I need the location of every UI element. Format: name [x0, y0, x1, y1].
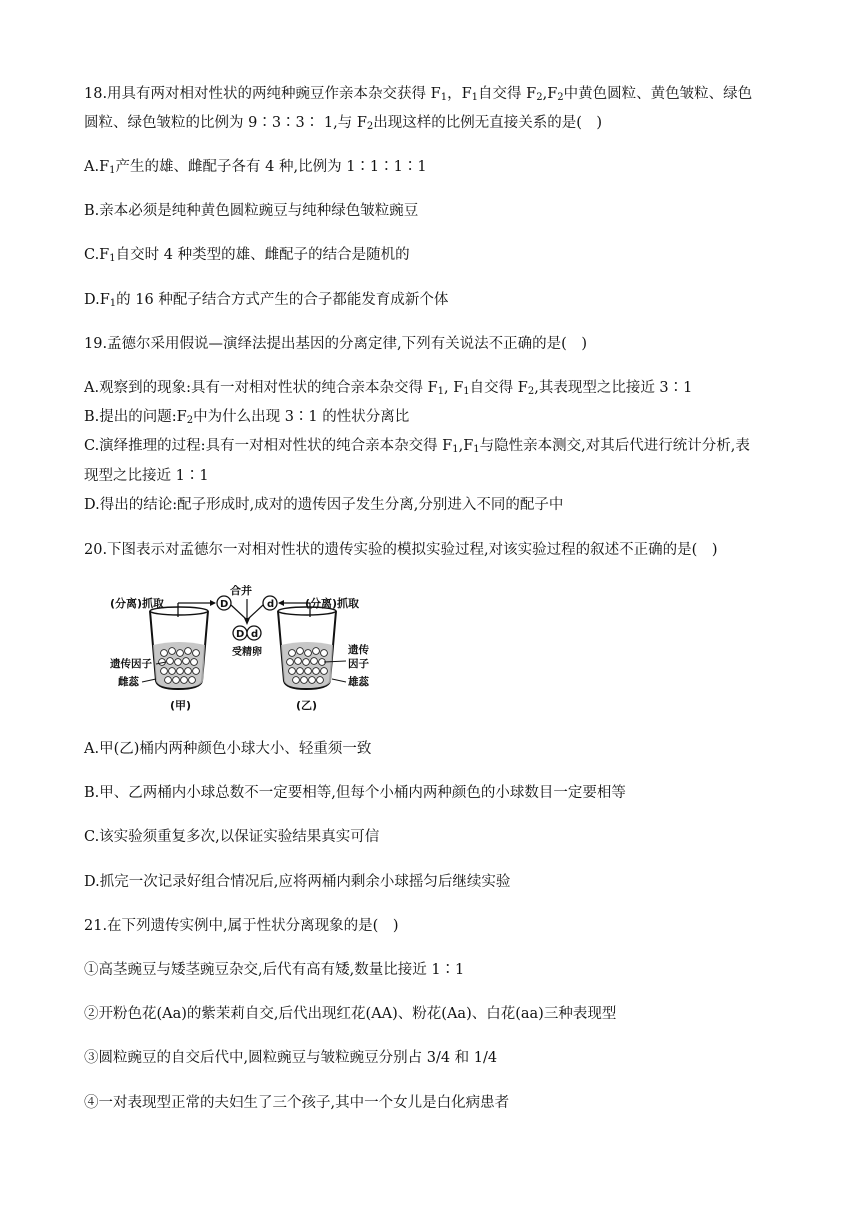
q19-option-c-line2: 现型之比接近 1∶1 — [84, 468, 209, 484]
q19-option-c-line1: C.演绎推理的过程:具有一对相对性状的纯合亲本杂交得 $F_1,F_1$与隐性亲本测交,对其后代进行统计分析,表 — [84, 438, 750, 455]
q18-option-b: B.亲本必须是纯种黄色圆粒豌豆与纯种绿色皱粒豌豆 — [84, 203, 419, 219]
q18-stem-line2: 圆粒、绿色皱粒的比例为 9∶3∶3∶ 1,与 $F_2$出现这样的比例无直接关系的是( ) — [84, 115, 603, 132]
q21-stem: 21.在下列遗传实例中,属于性状分离现象的是( ) — [84, 918, 399, 934]
label-jia: (甲) — [170, 699, 192, 712]
label-factor-right-1: 遗传 — [348, 644, 369, 656]
q19-option-a: A.观察到的现象:具有一对相对性状的纯合亲本杂交得 $F_1$, $F_1$自交得 $F_2$,其表现型之比接近 3∶1 — [84, 380, 693, 397]
label-merge: 合并 — [230, 585, 252, 597]
label-factor-right-2: 因子 — [348, 658, 369, 670]
label-female: 雌蕊 — [118, 676, 139, 688]
label-gamete-d: d — [267, 599, 275, 610]
q19-option-d: D.得出的结论:配子形成时,成对的遗传因子发生分离,分别进入不同的配子中 — [84, 497, 564, 513]
label-zygote-D: D — [236, 629, 245, 640]
q21-item-2: ②开粉色花(Aa)的紫茉莉自交,后代出现红花(AA)、粉花(Aa)、白花(aa)三种表现型 — [84, 1006, 617, 1022]
q21-item-4: ④一对表现型正常的夫妇生了三个孩子,其中一个女儿是白化病患者 — [84, 1095, 510, 1111]
label-zygote-d: d — [251, 629, 259, 640]
q21-item-3: ③圆粒豌豆的自交后代中,圆粒豌豆与皱粒豌豆分别占 3/4 和 1/4 — [84, 1050, 498, 1066]
q19-stem: 19.孟德尔采用假说—演绎法提出基因的分离定律,下列有关说法不正确的是( ) — [84, 336, 587, 352]
q18-option-a: $A.F_1$产生的雄、雌配子各有 4 种,比例为 1∶1∶1∶1 — [84, 159, 427, 176]
q18-stem-line1: 18.用具有两对相对性状的两纯种豌豆作亲本杂交获得 $F_1$，$F_1$自交得 $F_2,F_2$中黄色圆粒、黄色皱粒、绿色 — [84, 86, 753, 103]
label-right-grab: (分离)抓取 — [305, 597, 360, 610]
q20-stem: 20.下图表示对孟德尔一对相对性状的遗传实验的模拟实验过程,对该实验过程的叙述不正确的是( ) — [84, 542, 718, 558]
q20-option-a: A.甲(乙)桶内两种颜色小球大小、轻重须一致 — [84, 741, 372, 757]
q18-option-c: $C.F_1$自交时 4 种类型的雄、雌配子的结合是随机的 — [84, 247, 410, 264]
q21-item-1: ①高茎豌豆与矮茎豌豆杂交,后代有高有矮,数量比接近 1∶1 — [84, 962, 465, 978]
q18-option-d: $D.F_1$的 16 种配子结合方式产生的合子都能发育成新个体 — [84, 292, 449, 309]
label-gamete-D: D — [220, 599, 229, 610]
label-yi: (乙) — [296, 699, 318, 712]
q20-option-d: D.抓完一次记录好组合情况后,应将两桶内剩余小球摇匀后继续实验 — [84, 874, 511, 890]
q19-option-b: B.提出的问题$:F_2$中为什么出现 3∶1 的性状分离比 — [84, 409, 410, 426]
label-left-grab: (分离)抓取 — [110, 597, 165, 610]
q20-option-c: C.该实验须重复多次,以保证实验结果真实可信 — [84, 829, 380, 845]
label-zygote: 受精卵 — [232, 647, 262, 658]
label-factor-left: 遗传因子 — [110, 658, 152, 670]
label-male: 雄蕊 — [348, 676, 369, 688]
mendel-simulation-figure — [110, 585, 380, 713]
q20-option-b: B.甲、乙两桶内小球总数不一定要相等,但每个小桶内两种颜色的小球数目一定要相等 — [84, 785, 626, 801]
